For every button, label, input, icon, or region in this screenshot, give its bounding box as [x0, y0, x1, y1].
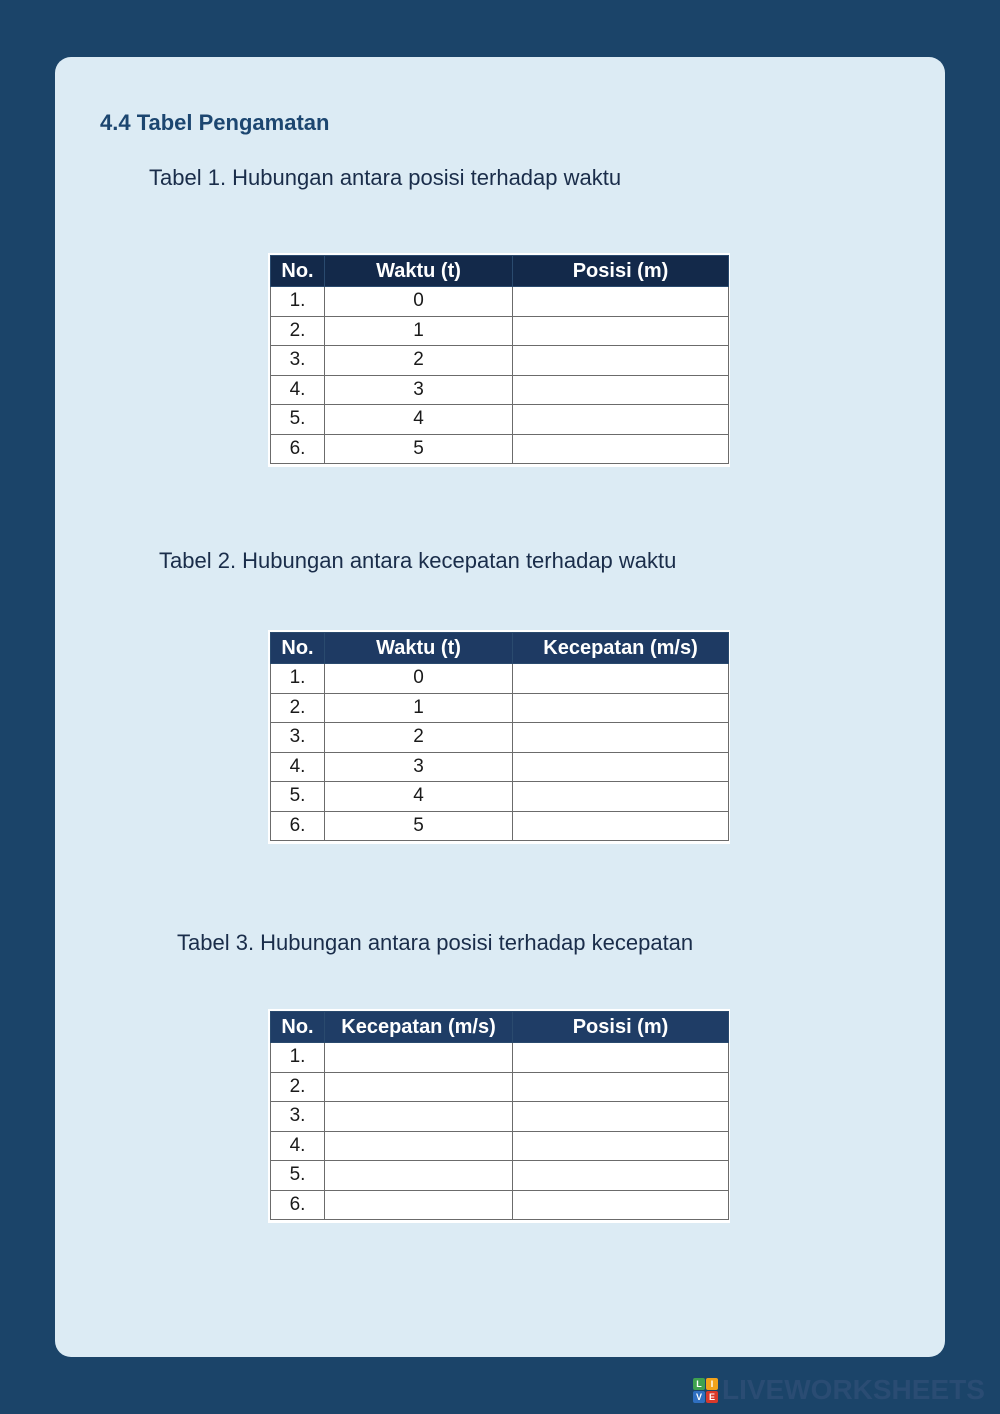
- row-number: 5.: [271, 782, 325, 812]
- table-row: [271, 1131, 729, 1161]
- table-2-grid: [270, 632, 729, 841]
- waktu-cell: 4: [325, 782, 513, 812]
- liveworksheets-logo-icon: [693, 1378, 718, 1403]
- table-1: [268, 253, 730, 467]
- kecepatan-input-cell[interactable]: [513, 664, 729, 694]
- table-row: [271, 375, 729, 405]
- kecepatan-input-cell[interactable]: [325, 1161, 513, 1191]
- row-number: 6.: [271, 434, 325, 464]
- posisi-input-cell[interactable]: [513, 287, 729, 317]
- table-row: [271, 782, 729, 812]
- table-row: [271, 1072, 729, 1102]
- waktu-cell: 3: [325, 375, 513, 405]
- header-no: No.: [271, 633, 325, 664]
- logo-letter-l: L: [693, 1378, 705, 1390]
- posisi-input-cell[interactable]: [513, 1161, 729, 1191]
- table-row: [271, 811, 729, 841]
- row-number: 1.: [271, 287, 325, 317]
- kecepatan-input-cell[interactable]: [513, 752, 729, 782]
- row-number: 3.: [271, 723, 325, 753]
- posisi-input-cell[interactable]: [513, 434, 729, 464]
- row-number: 2.: [271, 316, 325, 346]
- waktu-cell: 0: [325, 287, 513, 317]
- waktu-cell: 1: [325, 316, 513, 346]
- table-row: [271, 693, 729, 723]
- table-header-row: [271, 633, 729, 664]
- header-waktu: Waktu (t): [325, 256, 513, 287]
- row-number: 6.: [271, 811, 325, 841]
- logo-letter-e: E: [706, 1391, 718, 1403]
- row-number: 1.: [271, 1043, 325, 1073]
- kecepatan-input-cell[interactable]: [513, 782, 729, 812]
- header-kecepatan: Kecepatan (m/s): [325, 1012, 513, 1043]
- row-number: 5.: [271, 405, 325, 435]
- table-row: [271, 316, 729, 346]
- row-number: 6.: [271, 1190, 325, 1220]
- liveworksheets-watermark: [693, 1375, 985, 1405]
- table-header-row: [271, 256, 729, 287]
- table-row: [271, 752, 729, 782]
- posisi-input-cell[interactable]: [513, 405, 729, 435]
- kecepatan-input-cell[interactable]: [325, 1131, 513, 1161]
- waktu-cell: 4: [325, 405, 513, 435]
- table-1-grid: [270, 255, 729, 464]
- kecepatan-input-cell[interactable]: [513, 723, 729, 753]
- row-number: 2.: [271, 1072, 325, 1102]
- table-1-caption: Tabel 1. Hubungan antara posisi terhadap waktu: [149, 165, 622, 190]
- logo-letter-i: I: [706, 1378, 718, 1390]
- posisi-input-cell[interactable]: [513, 1131, 729, 1161]
- waktu-cell: 1: [325, 693, 513, 723]
- header-posisi: Posisi (m): [513, 256, 729, 287]
- kecepatan-input-cell[interactable]: [513, 811, 729, 841]
- waktu-cell: 5: [325, 811, 513, 841]
- header-kecepatan: Kecepatan (m/s): [513, 633, 729, 664]
- kecepatan-input-cell[interactable]: [325, 1102, 513, 1132]
- row-number: 1.: [271, 664, 325, 694]
- table-row: [271, 664, 729, 694]
- posisi-input-cell[interactable]: [513, 1190, 729, 1220]
- row-number: 3.: [271, 1102, 325, 1132]
- table-2: [268, 630, 730, 844]
- kecepatan-input-cell[interactable]: [513, 693, 729, 723]
- waktu-cell: 5: [325, 434, 513, 464]
- table-row: [271, 405, 729, 435]
- posisi-input-cell[interactable]: [513, 346, 729, 376]
- header-posisi: Posisi (m): [513, 1012, 729, 1043]
- waktu-cell: 2: [325, 346, 513, 376]
- waktu-cell: 3: [325, 752, 513, 782]
- header-waktu: Waktu (t): [325, 633, 513, 664]
- table-3: [268, 1009, 730, 1223]
- posisi-input-cell[interactable]: [513, 1102, 729, 1132]
- posisi-input-cell[interactable]: [513, 1043, 729, 1073]
- table-row: [271, 1161, 729, 1191]
- kecepatan-input-cell[interactable]: [325, 1072, 513, 1102]
- kecepatan-input-cell[interactable]: [325, 1190, 513, 1220]
- row-number: 3.: [271, 346, 325, 376]
- section-heading: 4.4 Tabel Pengamatan: [100, 110, 330, 135]
- header-no: No.: [271, 256, 325, 287]
- liveworksheets-brand-text: LIVEWORKSHEETS: [722, 1374, 985, 1405]
- row-number: 5.: [271, 1161, 325, 1191]
- waktu-cell: 0: [325, 664, 513, 694]
- row-number: 4.: [271, 1131, 325, 1161]
- table-header-row: [271, 1012, 729, 1043]
- table-row: [271, 723, 729, 753]
- table-row: [271, 287, 729, 317]
- kecepatan-input-cell[interactable]: [325, 1043, 513, 1073]
- row-number: 4.: [271, 752, 325, 782]
- waktu-cell: 2: [325, 723, 513, 753]
- posisi-input-cell[interactable]: [513, 1072, 729, 1102]
- table-3-caption: Tabel 3. Hubungan antara posisi terhadap kecepatan: [177, 930, 694, 955]
- logo-letter-v: V: [693, 1391, 705, 1403]
- table-row: [271, 346, 729, 376]
- table-2-caption: Tabel 2. Hubungan antara kecepatan terhadap waktu: [159, 548, 677, 573]
- table-row: [271, 1190, 729, 1220]
- posisi-input-cell[interactable]: [513, 316, 729, 346]
- row-number: 4.: [271, 375, 325, 405]
- posisi-input-cell[interactable]: [513, 375, 729, 405]
- table-row: [271, 1043, 729, 1073]
- row-number: 2.: [271, 693, 325, 723]
- table-3-grid: [270, 1011, 729, 1220]
- header-no: No.: [271, 1012, 325, 1043]
- table-row: [271, 1102, 729, 1132]
- table-row: [271, 434, 729, 464]
